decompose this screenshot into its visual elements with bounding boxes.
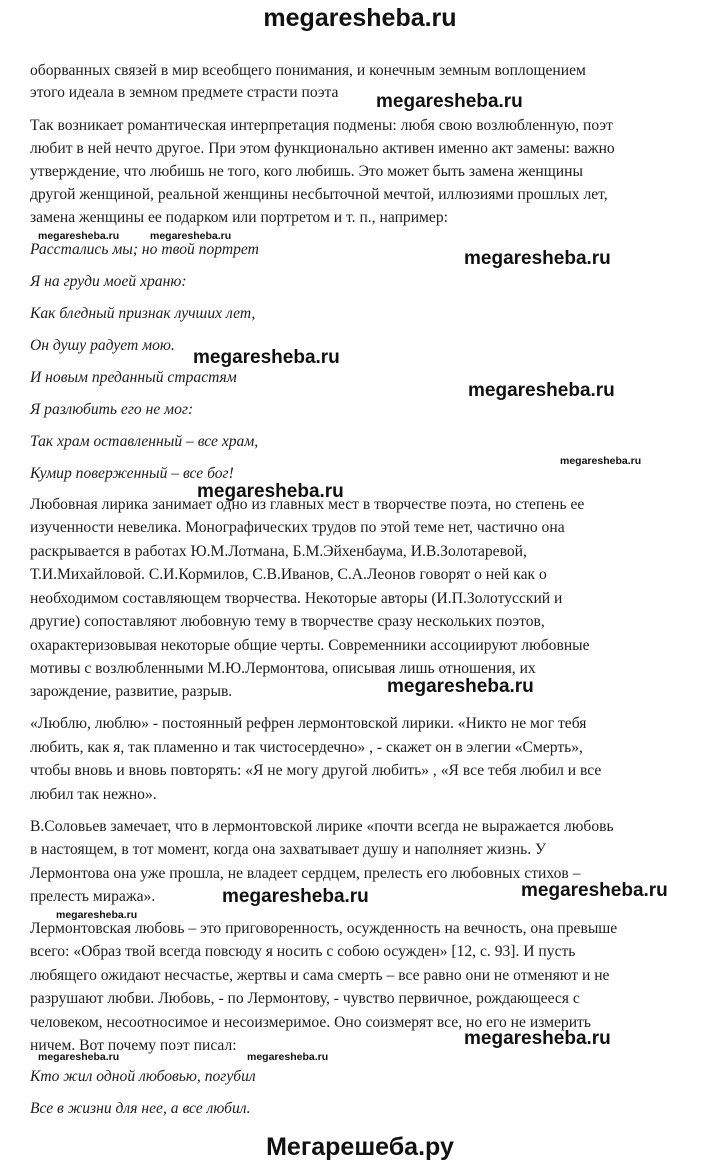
text-line: любить, как я, так пламенно и так чистосердечно» , - скажет он в элегии «Смерть», bbox=[30, 739, 583, 756]
poem-line: Все в жизни для нее, а все любил. bbox=[30, 1100, 251, 1117]
text-line: любит в ней нечто другое. При этом функционально активен именно акт замены: важно bbox=[30, 140, 615, 157]
text-line: охарактеризовывая некоторые общие черты. Современники ассоциируют любовные bbox=[30, 637, 590, 654]
watermark: megaresheba.ru bbox=[193, 347, 340, 368]
text-line: другие) сопоставляют любовную тему в творчестве сразу нескольких поэтов, bbox=[30, 613, 545, 630]
poem-line: Как бледный признак лучших лет, bbox=[30, 305, 256, 322]
text-line: замена женщины ее подарком или портретом и т. п., например: bbox=[30, 209, 448, 226]
poem-line: Расстались мы; но твой портрет bbox=[30, 241, 259, 258]
poem-line: Я на груди моей храню: bbox=[30, 273, 187, 290]
text-line: человеком, несоотносимое и несоизмеримое. Оно соизмерят все, но его не измерить bbox=[30, 1014, 591, 1031]
watermark: megaresheba.ru bbox=[468, 380, 615, 401]
text-line: утверждение, что любишь не того, кого любишь. Это может быть замена женщины bbox=[30, 163, 583, 180]
poem-line: Кто жил одной любовью, погубил bbox=[30, 1068, 256, 1085]
watermark: megaresheba.ru bbox=[464, 248, 611, 269]
text-line: в настоящем, в тот момент, когда она захватывает душу и наполняет жизнь. У bbox=[30, 841, 547, 858]
watermark: megaresheba.ru bbox=[247, 1051, 329, 1063]
text-line: В.Соловьев замечает, что в лермонтовской лирике «почти всегда не выражается любовь bbox=[30, 818, 614, 835]
text-line: зарождение, развитие, разрыв. bbox=[30, 683, 233, 700]
text-line: раскрывается в работах Ю.М.Лотмана, Б.М.Эйхенбаума, И.В.Золотаревой, bbox=[30, 543, 527, 560]
text-line: Т.И.Михайловой. С.И.Кормилов, С.В.Иванов, С.А.Леонов говорят о ней как о bbox=[30, 566, 547, 583]
text-line: Лермонтова она уже прошла, не владеет сердцем, прелесть его любовных стихов – bbox=[30, 865, 581, 882]
text-line: чтобы вновь и вновь повторять: «Я не могу другой любить» , «Я все тебя любил и все bbox=[30, 762, 602, 779]
text-line: разрушают любви. Любовь, - по Лермонтову, - чувство первичное, рождающееся с bbox=[30, 990, 580, 1007]
poem-line: Он душу радует мою. bbox=[30, 337, 175, 354]
text-line: «Люблю, люблю» - постоянный рефрен лермонтовской лирики. «Никто не мог тебя bbox=[30, 715, 587, 732]
watermark: megaresheba.ru bbox=[150, 230, 232, 242]
text-line: оборванных связей в мир всеобщего понимания, и конечным земным воплощением bbox=[30, 62, 586, 79]
text-line: ничем. Вот почему поэт писал: bbox=[30, 1037, 237, 1054]
site-header: megaresheba.ru bbox=[263, 4, 457, 32]
text-line: необходимом составляющем творчества. Некоторые авторы (И.П.Золотусский и bbox=[30, 590, 563, 607]
text-line: любил так нежно». bbox=[30, 786, 157, 803]
poem-line: Кумир поверженный – все бог! bbox=[30, 465, 234, 482]
text-line: другой женщиной, реальной женщины несбыточной мечтой, иллюзиями прошлых лет, bbox=[30, 186, 608, 203]
text-line: мотивы с возлюбленными М.Ю.Лермонтова, описывая лишь отношения, их bbox=[30, 660, 536, 677]
poem-line: Я разлюбить его не мог: bbox=[30, 401, 194, 418]
site-footer: Мегарешеба.ру bbox=[266, 1133, 454, 1161]
text-line: любящего ожидают несчастье, жертвы и сама смерть – все равно они не отменяют и не bbox=[30, 967, 610, 984]
text-line: всего: «Образ твой всегда повсюду я носить с собою осужден» [12, с. 93]. И пусть bbox=[30, 943, 576, 960]
watermark: megaresheba.ru bbox=[56, 909, 138, 921]
watermark: megaresheba.ru bbox=[376, 91, 523, 112]
watermark: megaresheba.ru bbox=[560, 455, 642, 467]
watermark: megaresheba.ru bbox=[222, 886, 369, 907]
text-line: изученности невелика. Монографических трудов по этой теме нет, частично она bbox=[30, 519, 565, 536]
poem-line: И новым преданный страстям bbox=[30, 369, 237, 386]
text-line: Так возникает романтическая интерпретация подмены: любя свою возлюбленную, поэт bbox=[30, 117, 613, 134]
text-line: Лермонтовская любовь – это приговоренность, осужденность на вечность, она превыше bbox=[30, 920, 618, 937]
text-line: Любовная лирика занимает одно из главных мест в творчестве поэта, но степень ее bbox=[30, 496, 585, 513]
watermark: megaresheba.ru bbox=[464, 1028, 611, 1049]
watermark: megaresheba.ru bbox=[197, 481, 344, 502]
watermark: megaresheba.ru bbox=[38, 230, 120, 242]
text-line: прелесть миража». bbox=[30, 888, 156, 905]
poem-line: Так храм оставленный – все храм, bbox=[30, 433, 259, 450]
watermark: megaresheba.ru bbox=[521, 880, 668, 901]
watermark: megaresheba.ru bbox=[387, 676, 534, 697]
text-line: этого идеала в земном предмете страсти поэта bbox=[30, 84, 339, 101]
watermark: megaresheba.ru bbox=[38, 1051, 120, 1063]
